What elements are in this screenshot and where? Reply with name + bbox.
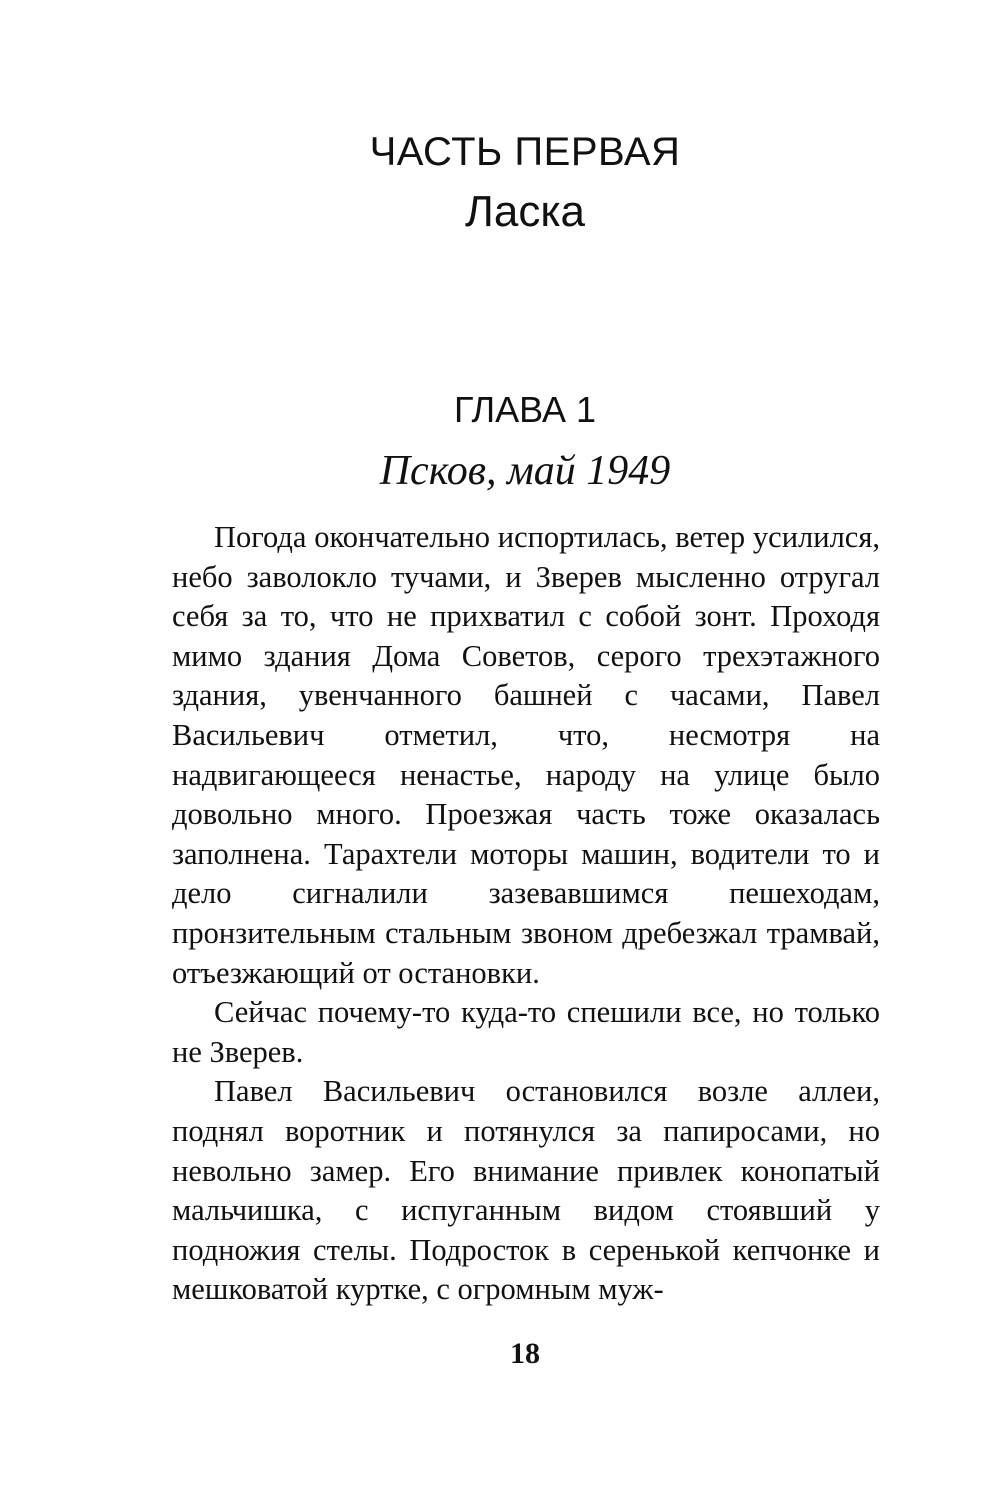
part-title: ЧАСТЬ ПЕРВАЯ	[369, 130, 681, 174]
part-name: Ласка	[464, 187, 586, 236]
paragraph-1: Погода окончательно испортилась, ветер усилился, небо заволокло тучами, и Зверев мысленно отругал себя за то, что не прихватил с собой зонт. Проходя мимо здания Дома Советов, серого трехэтажного здания, увенчанного башней с часами, Павел Васильевич отметил, что, несмотря на надвигающееся ненастье, народу на улице было довольно много. Проезжая часть тоже оказалась заполнена. Тарахтели моторы машин, водители то и дело сигналили зазевавшимся пешеходам, пронзительным стальным звоном дребезжал трамвай, отъезжающий от остановки.	[172, 520, 880, 990]
page-number: 18	[510, 1337, 540, 1370]
paragraph-2: Сейчас почему-то куда-то спешили все, но только не Зверев.	[172, 995, 880, 1069]
paragraph-3: Павел Васильевич остановился возле аллеи, поднял воротник и потянулся за папиросами, но невольно замер. Его внимание привлек конопатый мальчишка, с испуганным видом стоявший у подножия стелы. Подросток в серенькой кепчонке и мешковатой куртке, с огромным муж-	[172, 1074, 880, 1307]
chapter-subtitle: Псков, май 1949	[379, 448, 671, 494]
chapter-title: ГЛАВА 1	[454, 389, 596, 430]
body-text	[172, 518, 880, 1310]
